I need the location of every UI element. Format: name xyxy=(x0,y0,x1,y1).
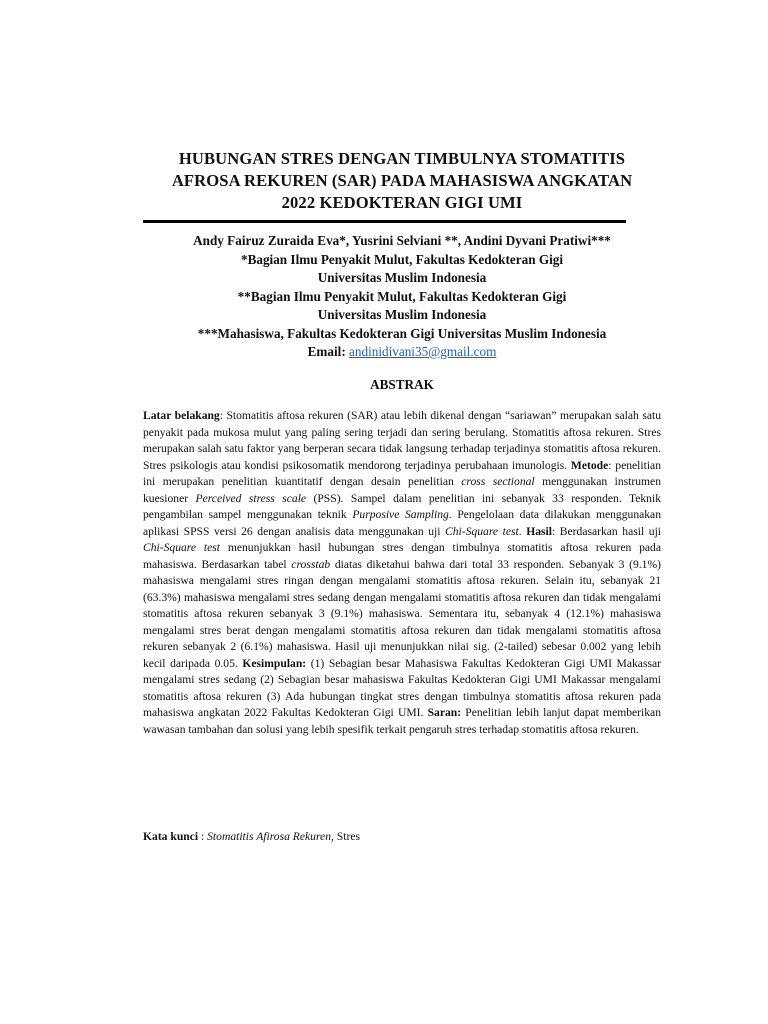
keywords-line xyxy=(143,829,661,845)
keywords-label: Kata kunci xyxy=(143,830,199,843)
kesimpulan-text: (1) Sebagian besar Mahasiswa Fakultas Kedokteran Gigi UMI Makassar mengalami stres sedang (2) Sebagian besar mahasiswa Fakultas Kedokteran Gigi UMI Makassar mengalami stomatitis aftosa rekuren (3) Ada hubungan tingkat stres dengan timbulnya stomatitis aftosa rekuren pada mahasiswa angkatan 2022 Fakultas Kedokteran Gigi UMI. xyxy=(143,656,661,719)
affiliation-1-university: Universitas Muslim Indonesia xyxy=(317,270,487,285)
latar-belakang-label: Latar belakang xyxy=(143,409,220,422)
email-link[interactable]: andinidivani35@gmail.com xyxy=(349,344,497,359)
affiliation-3: ***Mahasiswa, Fakultas Kedokteran Gigi Universitas Muslim Indonesia xyxy=(197,325,607,341)
metode-term: Purposive Sampling xyxy=(352,508,449,521)
metode-label: Metode xyxy=(570,458,609,472)
affiliation-2: **Bagian Ilmu Penyakit Mulut, Fakultas Kedokteran Gigi xyxy=(237,288,567,304)
metode-term: Chi-Square test xyxy=(445,524,519,538)
hasil-text: menunjukkan hasil hubungan stres dengan timbulnya stomatitis aftosa rekuren pada mahasiswa. Berdasarkan tabel xyxy=(143,541,661,571)
affiliation-2-university: Universitas Muslim Indonesia xyxy=(317,307,487,322)
metode-text: . xyxy=(518,524,527,538)
saran-label: Saran: xyxy=(427,706,462,719)
latar-belakang-text: : Stomatitis aftosa rekuren (SAR) atau lebih dikenal dengan “sariawan” merupakan salah satu penyakit pada mukosa mulut yang paling sering terjadi dan sering berulang. Stomatitis aftosa rekuren. Stres merupakan salah satu faktor yang berperan secara tidak langsung terhadap terjadinya stomatitis aftosa rekuren. Stres psikologis atau kondisi psikosomatik mendorong terjadinya perubahaan imunologis. xyxy=(143,409,661,472)
saran-text: Penelitian lebih lanjut dapat memberikan wawasan tambahan dan solusi yang lebih spesifik terkait pengaruh stres terhadap stomatitis aftosa rekuren. xyxy=(143,706,661,736)
metode-term: Perceived stress scale xyxy=(195,491,307,505)
metode-text: : penelitian ini merupakan penelitian kuantitatif dengan desain penelitian xyxy=(143,458,661,488)
metode-text: menggunakan instrumen kuesioner xyxy=(143,475,661,505)
email-label: Email: xyxy=(307,344,346,359)
paper-title xyxy=(143,148,661,214)
abstract-heading: ABSTRAK xyxy=(370,377,434,392)
affiliation-1: *Bagian Ilmu Penyakit Mulut, Fakultas Kedokteran Gigi xyxy=(240,251,564,267)
title-divider xyxy=(143,220,626,223)
title-line: AFROSA REKUREN (SAR) PADA MAHASISWA ANGKATAN xyxy=(171,171,633,190)
metode-text: . Pengelolaan data dilakukan menggunakan aplikasi SPSS versi 26 dengan analisis data menggunakan uji xyxy=(143,508,662,538)
title-line: 2022 KEDOKTERAN GIGI UMI xyxy=(281,193,523,212)
hasil-text: diatas diketahui bahwa dari total 33 responden. Sebanyak 3 (9.1%) mahasiswa mengalami stres ringan dengan mengalami stomatitis aftosa rekuren. Selain itu, sebanyak 21 (63.3%) mahasiswa mengalami stres sedang dengan mengalami stomatitis aftosa rekuren dan tidak mengalami stomatitis aftosa rekuren sebanyak 3 (9.1%) mahasiswa. Sementara itu, sebanyak 4 (12.1%) mahasiswa mengalami stres berat dengan mengalami stomatitis aftosa rekuren dan tidak mengalami stomatitis aftosa rekuren sebanyak 2 (6.1%) mahasiswa. Hasil uji menunjukkan nilai sig. (2-tailed) sebesar 0.002 yang lebih kecil daripada 0.05. xyxy=(143,557,661,670)
hasil-term: crosstab xyxy=(291,557,331,571)
metode-term: cross sectional xyxy=(461,475,535,488)
email-line xyxy=(143,343,661,362)
kesimpulan-label: Kesimpulan: xyxy=(242,656,307,670)
metode-text: (PSS). Sampel dalam penelitian ini sebanyak 33 responden. Teknik pengambilan sampel menggunakan teknik xyxy=(143,491,661,521)
abstract-body xyxy=(143,408,661,738)
hasil-label: Hasil xyxy=(526,524,552,538)
author-block xyxy=(143,232,661,362)
keyword-italic: Stomatitis Afirosa Rekuren, xyxy=(207,830,334,843)
hasil-text: : Berdasarkan hasil uji xyxy=(551,524,662,538)
keyword-plain: Stres xyxy=(333,830,360,843)
keywords-separator: : xyxy=(198,830,208,843)
title-line: HUBUNGAN STRES DENGAN TIMBULNYA STOMATITIS xyxy=(178,149,626,168)
hasil-term: Chi-Square test xyxy=(143,541,220,554)
author-names: Andy Fairuz Zuraida Eva*, Yusrini Selviani **, Andini Dyvani Pratiwi*** xyxy=(193,233,611,248)
